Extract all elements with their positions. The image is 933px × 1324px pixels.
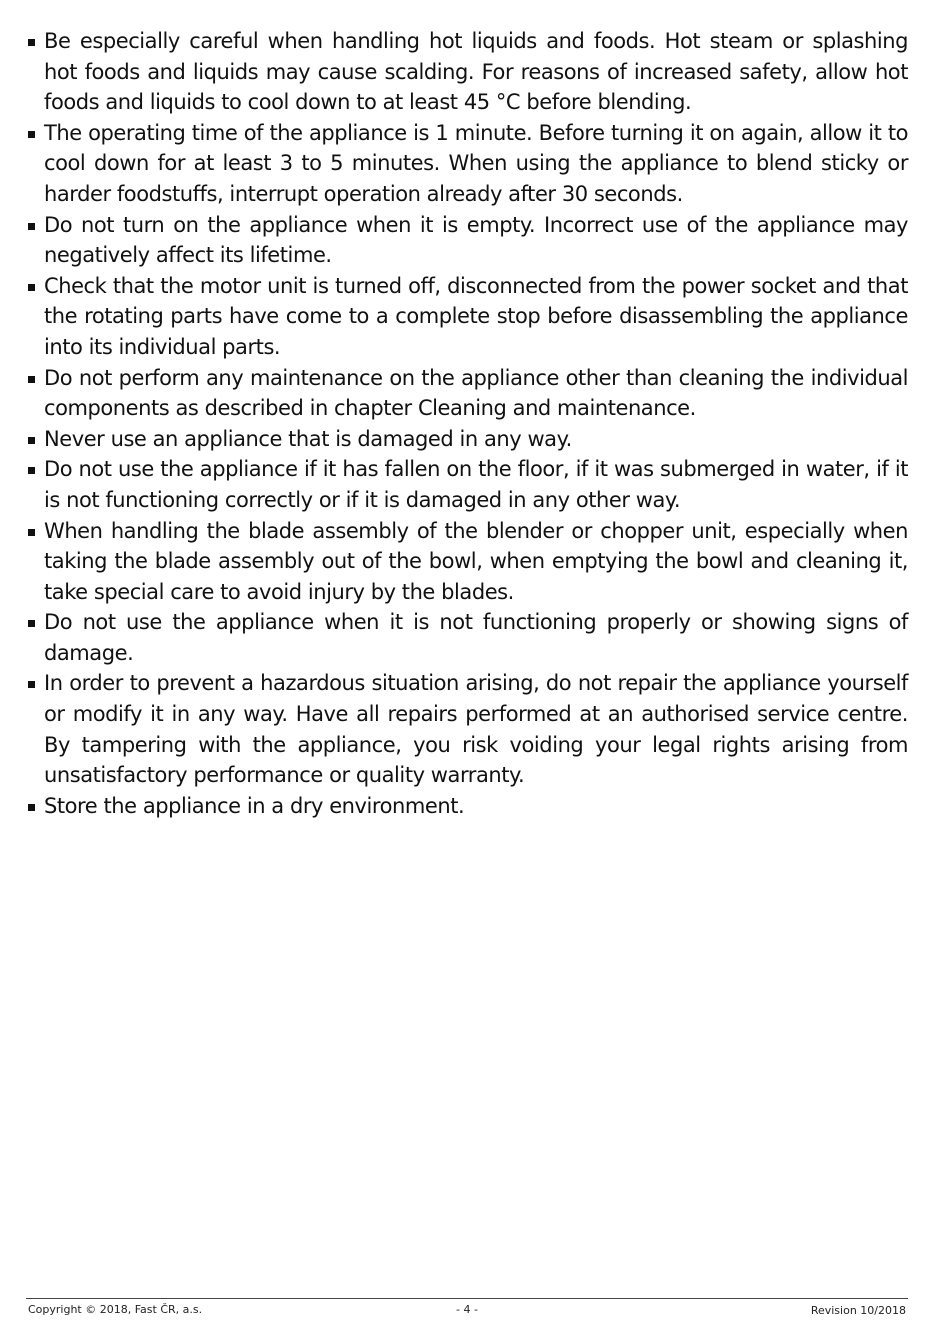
- page-content: [26, 26, 908, 821]
- list-item-text: Do not turn on the appliance when it is empty. Incorrect use of the appliance may negatively affect its lifetime.: [44, 212, 908, 268]
- bullet-square-icon: [28, 223, 35, 230]
- page-footer: [26, 1298, 908, 1317]
- revision-label: Revision 10/2018: [810, 1304, 906, 1317]
- list-item-text: Do not use the appliance if it has fallen on the floor, if it was submerged in water, if it is not functioning correctly or if it is damaged in any other way.: [44, 457, 908, 512]
- list-item: [26, 26, 908, 118]
- list-item: [26, 363, 908, 424]
- list-item: [26, 791, 908, 822]
- safety-instructions-list: [26, 26, 908, 821]
- bullet-square-icon: [28, 681, 35, 688]
- copyright-notice: Copyright © 2018, Fast ČR, a.s.: [28, 1303, 203, 1316]
- list-item: [26, 454, 908, 515]
- list-item-text: When handling the blade assembly of the blender or chopper unit, especially when taking the blade assembly out of the bowl, when emptying the bowl and cleaning it, take special care to avoid injury by the blades.: [44, 518, 908, 604]
- page-number: - 4 -: [456, 1303, 478, 1316]
- bullet-square-icon: [28, 529, 35, 536]
- list-item: [26, 607, 908, 668]
- list-item: [26, 516, 908, 608]
- list-item: [26, 118, 908, 210]
- bullet-square-icon: [28, 39, 35, 46]
- list-item-text: Be especially careful when handling hot liquids and foods. Hot steam or splashing hot foods and liquids may cause scalding. For reasons of increased safety, allow hot foods and liquids to cool down to at least 45 °C before blending.: [44, 29, 908, 115]
- list-item: [26, 271, 908, 363]
- list-item-text: Do not use the appliance when it is not functioning properly or showing signs of damage.: [44, 610, 908, 665]
- bullet-square-icon: [28, 620, 35, 627]
- list-item: [26, 210, 908, 271]
- list-item-text: Check that the motor unit is turned off, disconnected from the power socket and that the rotating parts have come to a complete stop before disassembling the appliance into its individual parts.: [44, 273, 908, 359]
- bullet-square-icon: [28, 467, 35, 474]
- bullet-square-icon: [28, 376, 35, 383]
- bullet-square-icon: [28, 804, 35, 811]
- list-item-text: Never use an appliance that is damaged in any way.: [44, 426, 572, 451]
- list-item-text: In order to prevent a hazardous situation arising, do not repair the appliance yourself or modify it in any way. Have all repairs performed at an authorised service centre. By tampering with the appliance, you risk voiding your legal rights arising from unsatisfactory performance or quality warranty.: [44, 671, 908, 788]
- list-item-text: Do not perform any maintenance on the appliance other than cleaning the individual components as described in chapter Cleaning and maintenance.: [44, 365, 908, 421]
- bullet-square-icon: [28, 284, 35, 291]
- bullet-square-icon: [28, 437, 35, 444]
- list-item-text: Store the appliance in a dry environment.: [44, 793, 465, 818]
- list-item-text: The operating time of the appliance is 1 minute. Before turning it on again, allow it to cool down for at least 3 to 5 minutes. When using the appliance to blend sticky or harder foodstuffs, interrupt operation already after 30 seconds.: [44, 120, 908, 206]
- list-item: [26, 668, 908, 790]
- list-item: [26, 424, 908, 455]
- bullet-square-icon: [28, 131, 35, 138]
